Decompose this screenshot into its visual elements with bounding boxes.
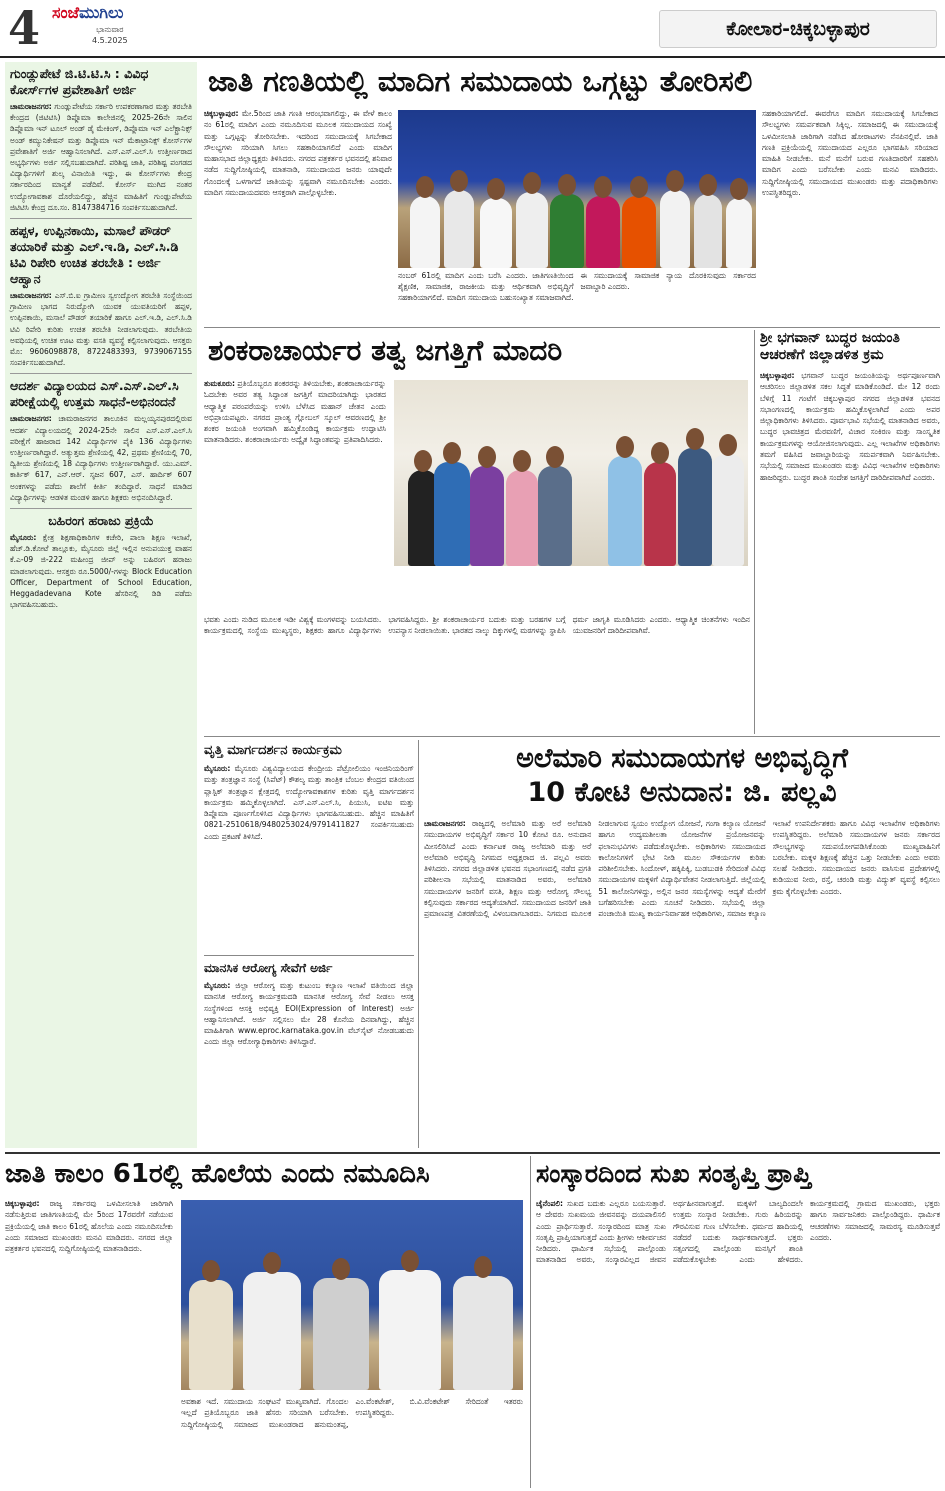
body-text: ರಾಜ್ಯ ಸರ್ಕಾರವು ಒಳಮೀಸಲಾತಿ ಜಾರಿಗಾಗಿ ನಡೆಸುತ್ತಿರುವ ಜಾತಿಗಣತಿಯಲ್ಲಿ ಮೇ 5ರಿಂದ 17ರವರೆಗೆ ನಡೆಯುವ ಪ್ರಕ್ರಿಯೆಯಲ್ಲಿ ಜಾತಿ ಕಾಲಂ 61ರಲ್ಲಿ ಹೊಲೆಯ ಎಂದು ನಮೂದಿಸಬೇಕು ಎಂದು ಸಮಾಜದ ಮುಖಂಡರು ಮನವಿ ಮಾಡಿದರು. ನಗರದ ಜಿಲ್ಲಾ ಪತ್ರಕರ್ತರ ಭವನದಲ್ಲಿ ಸುದ್ದಿಗೋಷ್ಠಿಯಲ್ಲಿ ಮಾತನಾಡಿದರು. [5,1199,173,1254]
sidebar-story-2-body [10,290,192,368]
logo-part-2: ಮುಗಿಲು [78,3,124,22]
sidebar-story-4-body [10,532,192,610]
person-figure [480,198,512,268]
person-figure [410,196,440,268]
body-text: ಮೇ.5ರಿಂದ ಜಾತಿ ಗಣತಿ ಆರಂಭವಾಗಲಿದ್ದು, ಈ ವೇಳೆ ಕಾಲಂ ನಂ 61ರಲ್ಲಿ ಮಾದಿಗ ಎಂದು ನಮೂದಿಸುವ ಮೂಲಕ ಸಮುದಾಯದ ಸಂಖ್ಯೆ ಮತ್ತು ಒಗ್ಗಟ್ಟನ್ನು ತೋರಿಸಬೇಕು. ಇದರಿಂದ ಸಮುದಾಯಕ್ಕೆ ಸಿಗಬೇಕಾದ ಸೌಲಭ್ಯಗಳು ಸರಿಯಾಗಿ ಸಿಗಲು ಸಹಕಾರಿಯಾಗಲಿದೆ ಎಂದು ಮಾದಿಗ ಮಹಾಸಭಾದ ಜಿಲ್ಲಾಧ್ಯಕ್ಷರು ತಿಳಿಸಿದರು. ನಗರದ ಪತ್ರಕರ್ತರ ಭವನದಲ್ಲಿ ಶನಿವಾರ ನಡೆದ ಸುದ್ದಿಗೋಷ್ಠಿಯಲ್ಲಿ ಮಾತನಾಡಿ, ಸಮುದಾಯದ ಜನರು ಯಾವುದೇ ಗೊಂದಲಕ್ಕೆ ಒಳಗಾಗದೆ ಜಾತಿಯನ್ನು ಸ್ಪಷ್ಟವಾಗಿ ನಮೂದಿಸಬೇಕು ಎಂದರು. ಮಾದಿಗ ಸಮುದಾಯದವರು ಆಸಕ್ತರಾಗಿ ಪಾಲ್ಗೊಳ್ಳಬೇಕು. [204,109,392,198]
person-figure [712,454,744,566]
divider [10,218,192,219]
holeya-body-right [181,1396,523,1486]
samskara-body [536,1198,940,1482]
body-text: ಮೈಸೂರು ವಿಶ್ವವಿದ್ಯಾಲಯದ ಕೇಂದ್ರೀಯ ಪೆಟ್ರೋಲಿಯಂ ಇಂಜಿನಿಯರಿಂಗ್ ಮತ್ತು ತಂತ್ರಜ್ಞಾನ ಸಂಸ್ಥೆ (ಸಿಪೆಟ್) ಕೌಶಲ್ಯ ಮತ್ತು ತಾಂತ್ರಿಕ ಬೆಂಬಲ ಕೇಂದ್ರದ ವತಿಯಿಂದ ಪ್ಲಾಸ್ಟಿಕ್ ತಂತ್ರಜ್ಞಾನ ಕ್ಷೇತ್ರದಲ್ಲಿ ಉದ್ಯೋಗಾವಕಾಶಗಳ ಕುರಿತು ವೃತ್ತಿ ಮಾರ್ಗದರ್ಶನ ಕಾರ್ಯಕ್ರಮ ಹಮ್ಮಿಕೊಳ್ಳಲಾಗಿದೆ. ಎಸ್.ಎಸ್.ಎಲ್.ಸಿ, ಪಿಯುಸಿ, ಐಟಿಐ ಮತ್ತು ಡಿಪ್ಲೊಮಾ ಪೂರ್ಣಗೊಳಿಸಿದ ವಿದ್ಯಾರ್ಥಿಗಳು ಭಾಗವಹಿಸಬಹುದು. ಹೆಚ್ಚಿನ ಮಾಹಿತಿಗೆ 0821-2510618/9480253024/9791411827 ಸಂಪರ್ಕಿಸಬಹುದು ಎಂದು ಪ್ರಕಟಣೆ ತಿಳಿಸಿದೆ. [204,764,414,841]
person-figure [506,470,538,566]
sidebar-story-1-body [10,101,192,213]
person-figure [644,462,676,566]
lead-photo [398,110,756,268]
lead-photo-caption: ನಂಬರ್ 61ರಲ್ಲಿ ಮಾದಿಗ ಎಂದು ಬರೆಸಿ ಎಂದರು. ಜಾತಿಗಣತಿಯಿಂದ ಶೈಕ್ಷಣಿಕ, ಸಾಮಾಜಿಕ, ರಾಜಕೀಯ ಮತ್ತು ಆರ್ಥಿಕವಾಗಿ ಅಭಿವೃದ್ಧಿಗೆ ಸಹಕಾರಿಯಾಗಲಿದೆ. ಮಾದಿಗ ಸಮುದಾಯ ಬಹುಸಂಖ್ಯಾತ ಸಮಾಜವಾಗಿದೆ. ಈ ಸಮುದಾಯಕ್ಕೆ ಸಾಮಾಜಿಕ ನ್ಯಾಯ ದೊರಕಿಸುವುದು ಸರ್ಕಾರದ ಜವಾಬ್ದಾರಿ ಎಂದರು. [398,271,756,302]
shankara-article [204,334,750,734]
sidebar-story-2-headline: ಹಪ್ಪಳ, ಉಪ್ಪಿನಕಾಯಿ, ಮಸಾಲೆ ಪೌಡರ್ ತಯಾರಿಕೆ ಮತ್ತು ಎಲ್.ಇ.ಡಿ, ಎಲ್.ಸಿ.ಡಿ ಟಿವಿ ರಿಪೇರಿ ಉಚಿತ ತರಬೇತಿ : ಅರ್ಜಿ ಆಹ್ವಾನ [10,223,179,287]
samskara-article [536,1158,940,1488]
person-figure [470,466,504,566]
person-figure [678,448,712,566]
mental-health-body [204,980,414,1146]
lead-body-left [204,108,392,324]
divider [204,327,940,328]
sidebar-story-1-headline: ಗುಂಡ್ಲುಪೇಟೆ ಜಿ.ಟಿ.ಟಿ.ಸಿ : ವಿವಿಧ ಕೋರ್ಸ್‌ಗಳ ಪ್ರವೇಶಾತಿಗೆ ಅರ್ಜಿ [10,66,149,97]
person-figure [243,1272,301,1390]
divider [418,740,419,1148]
divider [10,508,192,509]
person-figure [622,196,656,268]
shankara-body-right [204,614,750,732]
page-number: 4 [8,1,41,55]
body-text: ಕ್ಷೇತ್ರ ಶಿಕ್ಷಣಾಧಿಕಾರಿಗಳ ಕಚೇರಿ, ಪಾಲಾ ಶಿಕ್ಷಣ ಇಲಾಖೆ, ಹೆಚ್.ಡಿ.ಕೋಟೆ ತಾಲ್ಲೂಕು, ಮೈಸೂರು ಜಿಲ್ಲೆ ಇಲ್ಲಿನ ಅನುಪಯುಕ್ತ ವಾಹನ ಕೆ.ಎ-09 ಜಿ-222 ಮಹೀಂದ್ರ ಜೀಪ್ ಅನ್ನು ಬಹಿರಂಗ ಹರಾಜು ಮಾಡಲಾಗುವುದು. ಆಸಕ್ತರು ರೂ.5000/-ಗಳನ್ನು Block Education Officer, Department of School Education, Heggadadevana Kote ಹೆಸರಿನಲ್ಲಿ ಡಿಡಿ ಪಡೆದು ಭಾಗವಹಿಸಬಹುದು. [10,533,192,610]
lead-article [204,64,940,326]
dateline: ತುಮಕೂರು: [204,379,236,388]
person-figure [379,1270,441,1390]
divider [754,330,755,734]
body-text: ಪ್ರತಿಯೊಬ್ಬರೂ ಶಂಕರರನ್ನು ತಿಳಿಯಬೇಕು, ಶಂಕರಾಚಾರ್ಯರನ್ನು ಓದಬೇಕು ಅವರ ತತ್ವ ಸಿದ್ಧಾಂತ ಜಗತ್ತಿಗೆ ಮಾದರಿಯಾಗಿದ್ದು ಭಾರತದ ಆಧ್ಯಾತ್ಮಿಕ ಪರಂಪರೆಯನ್ನು ಉಳಿಸಿ ಬೆಳೆಸಿದ ಮಹಾನ್ ಚೇತನ ಎಂದು ಅಭಿಪ್ರಾಯಪಟ್ಟರು. ನಗರದ ಪ್ರಾಂತ್ಯ ಗ್ಲೋಬಲ್ ಸ್ಕೂಲ್ ಆವರಣದಲ್ಲಿ ಶ್ರೀ ಶಂಕರ ಜಯಂತಿ ಅಂಗವಾಗಿ ಹಮ್ಮಿಕೊಂಡಿದ್ದ ಕಾರ್ಯಕ್ರಮ ಉದ್ಘಾಟಿಸಿ ಮಾತನಾಡಿದರು. ಶಂಕರಾಚಾರ್ಯರು ಅದ್ವೈತ ಸಿದ್ಧಾಂತವನ್ನು ಪ್ರತಿಪಾದಿಸಿದರು. [204,379,386,445]
dateline: ಮೈಸೂರು: [204,764,231,773]
issue-date: 4.5.2025 [92,36,128,45]
divider [10,373,192,374]
person-figure [694,194,722,268]
divider [204,736,940,737]
person-figure [608,456,642,566]
dateline: ಚಿಕ್ಕಬಳ್ಳಾಪುರ: [5,1199,40,1208]
career-guidance-article [204,742,414,1146]
issue-date-block [92,24,128,46]
body-text: ಭವತು ಎಂದು ನುಡಿದ ಮೂಲಕ ಇಡೀ ವಿಶ್ವಕ್ಕೆ ಮಂಗಳವನ್ನು ಬಯಸಿದರು. ಕಾರ್ಯಕ್ರಮದಲ್ಲಿ ಸಂಸ್ಥೆಯ ಮುಖ್ಯಸ್ಥರು, ಶಿಕ್ಷಕರು ಹಾಗೂ ವಿದ್ಯಾರ್ಥಿಗಳು ಭಾಗವಹಿಸಿದ್ದರು. ಶ್ರೀ ಶಂಕರಾಚಾರ್ಯರ ಬದುಕು ಮತ್ತು ಬರಹಗಳ ಬಗ್ಗೆ ಉಪನ್ಯಾಸ ನೀಡಲಾಯಿತು. ಭಾರತದ ನಾಲ್ಕು ದಿಕ್ಕುಗಳಲ್ಲಿ ಮಠಗಳನ್ನು ಸ್ಥಾಪಿಸಿ ಧರ್ಮ ಜಾಗೃತಿ ಮೂಡಿಸಿದರು ಎಂದರು. ಆಧ್ಯಾತ್ಮಿಕ ಚಿಂತನೆಗಳು ಇಂದಿನ ಯುವಜನರಿಗೆ ದಾರಿದೀಪವಾಗಿವೆ. [204,615,750,636]
dateline: ಚಿಕ್ಕಬಳ್ಳಾಪುರ: [204,109,239,118]
lead-body-right [762,108,938,324]
dateline: ಚಾಮರಾಜನಗರ: [10,102,52,111]
nomadic-headline-line-1: ಅಲೆಮಾರಿ ಸಮುದಾಯಗಳ ಅಭಿವೃದ್ಧಿಗೆ [516,743,848,774]
body-text: ಭಗವಾನ್ ಬುದ್ಧರ ಜಯಂತಿಯನ್ನು ಅರ್ಥಪೂರ್ಣವಾಗಿ ಆಚರಿಸಲು ಜಿಲ್ಲಾಡಳಿತ ಸಕಲ ಸಿದ್ಧತೆ ಮಾಡಿಕೊಂಡಿದೆ. ಮೇ 12 ರಂದು ಬೆಳಿಗ್ಗೆ 11 ಗಂಟೆಗೆ ಚಿಕ್ಕಬಳ್ಳಾಪುರ ನಗರದ ಜಿಲ್ಲಾಡಳಿತ ಭವನದ ಸಭಾಂಗಣದಲ್ಲಿ ಕಾರ್ಯಕ್ರಮ ಹಮ್ಮಿಕೊಳ್ಳಲಾಗಿದೆ ಎಂದು ಅಪರ ಜಿಲ್ಲಾಧಿಕಾರಿಗಳು ತಿಳಿಸಿದರು. ಪೂರ್ವಭಾವಿ ಸಭೆಯಲ್ಲಿ ಮಾತನಾಡಿದ ಅವರು, ಬುದ್ಧರ ಭಾವಚಿತ್ರದ ಮೆರವಣಿಗೆ, ವಿಚಾರ ಸಂಕಿರಣ ಮತ್ತು ಸಾಂಸ್ಕೃತಿಕ ಕಾರ್ಯಕ್ರಮಗಳನ್ನು ಆಯೋಜಿಸಲಾಗುವುದು. ಎಲ್ಲ ಇಲಾಖೆಗಳ ಅಧಿಕಾರಿಗಳು ತಮಗೆ ವಹಿಸಿದ ಜವಾಬ್ದಾರಿಯನ್ನು ಸಮರ್ಪಕವಾಗಿ ನಿರ್ವಹಿಸಬೇಕು. ಸಭೆಯಲ್ಲಿ ಸಮಾಜದ ಮುಖಂಡರು ಮತ್ತು ವಿವಿಧ ಇಲಾಖೆಗಳ ಅಧಿಕಾರಿಗಳು ಹಾಜರಿದ್ದರು. ಬುದ್ಧರ ಶಾಂತಿ ಸಂದೇಶ ಜಗತ್ತಿಗೆ ದಾರಿದೀಪವಾಗಿದೆ ಎಂದರು. [760,371,940,482]
divider [5,1152,940,1154]
sidebar-story-3-body [10,413,192,503]
masthead [0,0,945,58]
dateline: ಚಾಮರಾಜನಗರ: [424,819,466,828]
person-figure [453,1276,513,1390]
person-figure [550,194,584,268]
body-text: ಚಾಮರಾಜನಗರ ತಾಲೂಕಿನ ಮಲ್ಲಯ್ಯನಪುರದಲ್ಲಿರುವ ಆದರ್ಶ ವಿದ್ಯಾಲಯದಲ್ಲಿ 2024-25ನೇ ಸಾಲಿನ ಎಸ್.ಎಸ್.ಎಲ್.ಸಿ ಪರೀಕ್ಷೆಗೆ ಹಾಜರಾದ 142 ವಿದ್ಯಾರ್ಥಿಗಳ ಪೈಕಿ 136 ವಿದ್ಯಾರ್ಥಿಗಳು ಉತ್ತೀರ್ಣರಾಗಿದ್ದಾರೆ. ಅತ್ಯುತ್ತಮ ಶ್ರೇಣಿಯಲ್ಲಿ 42, ಪ್ರಥಮ ಶ್ರೇಣಿಯಲ್ಲಿ 70, ದ್ವಿತೀಯ ಶ್ರೇಣಿಯಲ್ಲಿ 18 ವಿದ್ಯಾರ್ಥಿಗಳು ಉತ್ತೀರ್ಣರಾಗಿದ್ದಾರೆ. ಯು.ಎಮ್. ಕಾರ್ತಿಕ್ 617, ಎನ್.ಆರ್. ಸೃಜನ 607, ಎಸ್. ಹಾರ್ದಿಕ್ 607 ಅಂಕಗಳನ್ನು ಪಡೆದು ಶಾಲೆಗೆ ಕೀರ್ತಿ ತಂದಿದ್ದಾರೆ. ಸಾಧನೆ ಮಾಡಿದ ವಿದ್ಯಾರ್ಥಿಗಳನ್ನು ಆಡಳಿತ ಮಂಡಳಿ ಹಾಗೂ ಶಿಕ್ಷಕರು ಅಭಿನಂದಿಸಿದ್ದಾರೆ. [10,414,192,502]
person-figure [538,466,572,566]
buddha-body [760,370,940,730]
person-figure [660,190,690,268]
dateline: ಮೈಸೂರು: [10,533,37,543]
shankara-headline: ಶಂಕರಾಚಾರ್ಯರ ತತ್ವ ಜಗತ್ತಿಗೆ ಮಾದರಿ [208,334,563,367]
buddha-headline: ಶ್ರೀ ಭಗವಾನ್ ಬುದ್ಧರ ಜಯಂತಿ ಆಚರಣೆಗೆ ಜಿಲ್ಲಾಡಳಿತ ಕ್ರಮ [760,330,900,363]
body-text: ಜಿಲ್ಲಾ ಆರೋಗ್ಯ ಮತ್ತು ಕುಟುಂಬ ಕಲ್ಯಾಣ ಇಲಾಖೆ ವತಿಯಿಂದ ಜಿಲ್ಲಾ ಮಾನಸಿಕ ಆರೋಗ್ಯ ಕಾರ್ಯಕ್ರಮದಡಿ ಮಾನಸಿಕ ಆರೋಗ್ಯ ಸೇವೆ ನೀಡಲು ಆಸಕ್ತ ಸಂಸ್ಥೆಗಳಿಂದ ಆಸಕ್ತಿ ಅಭಿವ್ಯಕ್ತಿ EOI(Expression of Interest) ಅರ್ಜಿ ಆಹ್ವಾನಿಸಲಾಗಿದೆ. ಅರ್ಜಿ ಸಲ್ಲಿಸಲು ಮೇ 28 ಕೊನೆಯ ದಿನವಾಗಿದ್ದು, ಹೆಚ್ಚಿನ ಮಾಹಿತಿಗಾಗಿ www.eproc.karnataka.gov.in ವೆಬ್‌ಸೈಟ್ ನೋಡಬಹುದು ಎಂದು ಜಿಲ್ಲಾ ಆರೋಗ್ಯಾಧಿಕಾರಿಗಳು ತಿಳಿಸಿದ್ದಾರೆ. [204,981,414,1047]
left-sidebar [5,62,197,1148]
holeya-article [5,1158,525,1488]
person-figure [516,192,548,268]
dateline: ಮೈಸೂರು: [204,981,231,990]
body-text: ಎಸ್.ಬಿ.ಐ ಗ್ರಾಮೀಣ ಸ್ವಉದ್ಯೋಗ ತರಬೇತಿ ಸಂಸ್ಥೆಯಿಂದ ಗ್ರಾಮೀಣ ಭಾಗದ ನಿರುದ್ಯೋಗಿ ಯುವಕ ಯುವತಿಯರಿಗೆ ಹಪ್ಪಳ, ಉಪ್ಪಿನಕಾಯಿ, ಮಸಾಲೆ ಪೌಡರ್ ತಯಾರಿಕೆ ಹಾಗೂ ಎಲ್.ಇ.ಡಿ, ಎಲ್.ಸಿ.ಡಿ ಟಿವಿ ರಿಪೇರಿ ಕುರಿತು ಉಚಿತ ತರಬೇತಿ ನೀಡಲಾಗುವುದು. ತರಬೇತಿಯ ಅವಧಿಯಲ್ಲಿ ಉಚಿತ ಊಟ ಮತ್ತು ವಸತಿ ವ್ಯವಸ್ಥೆ ಕಲ್ಪಿಸಲಾಗುವುದು. ಆಸಕ್ತರು ಮೊ: 9606098878, 8722483393, 9739067155 ಸಂಪರ್ಕಿಸಬಹುದಾಗಿದೆ. [10,291,192,368]
body-text: ಸಹಕಾರಿಯಾಗಲಿದೆ. ಈವರೆಗೂ ಮಾದಿಗ ಸಮುದಾಯಕ್ಕೆ ಸಿಗಬೇಕಾದ ಸೌಲಭ್ಯಗಳು ಸಮರ್ಪಕವಾಗಿ ಸಿಕ್ಕಿಲ್ಲ. ಸಮಾಜದಲ್ಲಿ ಈ ಸಮುದಾಯಕ್ಕೆ ಒಳಮೀಸಲಾತಿ ಜಾರಿಗಾಗಿ ನಡೆಸಿದ ಹೋರಾಟಗಳು ನೆನಪಿನಲ್ಲಿವೆ. ಜಾತಿ ಗಣತಿ ಪ್ರಕ್ರಿಯೆಯಲ್ಲಿ ಸಮುದಾಯದ ಎಲ್ಲರೂ ಭಾಗವಹಿಸಿ ಸರಿಯಾದ ಮಾಹಿತಿ ನೀಡಬೇಕು. ಮನೆ ಮನೆಗೆ ಬರುವ ಗಣತಿದಾರರಿಗೆ ಸಹಕರಿಸಿ ಮಾದಿಗ ಎಂದು ಬರೆಸಬೇಕು ಎಂದು ಮನವಿ ಮಾಡಿದರು. ಸುದ್ದಿಗೋಷ್ಠಿಯಲ್ಲಿ ಸಮುದಾಯದ ಮುಖಂಡರು ಮತ್ತು ಪದಾಧಿಕಾರಿಗಳು ಉಪಸ್ಥಿತರಿದ್ದರು. [762,109,938,198]
shankara-photo [394,380,748,566]
person-figure [586,196,620,268]
lead-headline: ಜಾತಿ ಗಣತಿಯಲ್ಲಿ ಮಾದಿಗ ಸಮುದಾಯ ಒಗ್ಗಟ್ಟು ತೋರಿಸಲಿ [208,64,753,98]
person-figure [313,1278,369,1390]
holeya-body-left [5,1198,173,1486]
body-text: ರಾಜ್ಯದಲ್ಲಿ ಅಲೆಮಾರಿ ಮತ್ತು ಅರೆ ಅಲೆಮಾರಿ ಸಮುದಾಯಗಳ ಅಭಿವೃದ್ಧಿಗೆ ಸರ್ಕಾರ 10 ಕೋಟಿ ರೂ. ಅನುದಾನ ಮೀಸಲಿರಿಸಿದೆ ಎಂದು ಕರ್ನಾಟಕ ರಾಜ್ಯ ಅಲೆಮಾರಿ ಮತ್ತು ಅರೆ ಅಲೆಮಾರಿ ಅಭಿವೃದ್ಧಿ ನಿಗಮದ ಅಧ್ಯಕ್ಷರಾದ ಜಿ. ಪಲ್ಲವಿ ಅವರು ತಿಳಿಸಿದರು. ನಗರದ ಜಿಲ್ಲಾಡಳಿತ ಭವನದ ಸಭಾಂಗಣದಲ್ಲಿ ನಡೆದ ಪ್ರಗತಿ ಪರಿಶೀಲನಾ ಸಭೆಯಲ್ಲಿ ಮಾತನಾಡಿದ ಅವರು, ಅಲೆಮಾರಿ ಸಮುದಾಯಗಳ ಜನರಿಗೆ ವಸತಿ, ಶಿಕ್ಷಣ ಮತ್ತು ಆರೋಗ್ಯ ಸೌಲಭ್ಯ ಕಲ್ಪಿಸುವುದು ಸರ್ಕಾರದ ಆದ್ಯತೆಯಾಗಿದೆ. ಸಮುದಾಯದ ಜನರಿಗೆ ಜಾತಿ ಪ್ರಮಾಣಪತ್ರ ವಿತರಣೆಯಲ್ಲಿ ವಿಳಂಬವಾಗಬಾರದು. ನಿಗಮದ ಮೂಲಕ ನೀಡಲಾಗುವ ಸ್ವಯಂ ಉದ್ಯೋಗ ಯೋಜನೆ, ಗಂಗಾ ಕಲ್ಯಾಣ ಯೋಜನೆ ಹಾಗೂ ಉದ್ಯಮಶೀಲತಾ ಯೋಜನೆಗಳ ಪ್ರಯೋಜನವನ್ನು ಫಲಾನುಭವಿಗಳು ಪಡೆದುಕೊಳ್ಳಬೇಕು. ಅಧಿಕಾರಿಗಳು ಸಮುದಾಯದ ಕಾಲೋನಿಗಳಿಗೆ ಭೇಟಿ ನೀಡಿ ಮೂಲ ಸೌಕರ್ಯಗಳ ಕುರಿತು ಪರಿಶೀಲಿಸಬೇಕು. ಸಿಂದೋಳ್, ಹಕ್ಕಿಪಿಕ್ಕಿ, ಬುಡಬುಡಕಿ ಸೇರಿದಂತೆ ವಿವಿಧ ಸಮುದಾಯಗಳ ಮಕ್ಕಳಿಗೆ ವಿದ್ಯಾರ್ಥಿವೇತನ ನೀಡಲಾಗುತ್ತಿದೆ. ಜಿಲ್ಲೆಯಲ್ಲಿ 51 ಕಾಲೋನಿಗಳಿದ್ದು, ಅಲ್ಲಿನ ಜನರ ಸಮಸ್ಯೆಗಳನ್ನು ಆದ್ಯತೆ ಮೇರೆಗೆ ಬಗೆಹರಿಸಬೇಕು ಎಂದು ಸೂಚನೆ ನೀಡಿದರು. ಸಭೆಯಲ್ಲಿ ಜಿಲ್ಲಾ ಪಂಚಾಯಿತಿ ಮುಖ್ಯ ಕಾರ್ಯನಿರ್ವಾಹಕ ಅಧಿಕಾರಿಗಳು, ಸಮಾಜ ಕಲ್ಯಾಣ ಇಲಾಖೆ ಉಪನಿರ್ದೇಶಕರು ಹಾಗೂ ವಿವಿಧ ಇಲಾಖೆಗಳ ಅಧಿಕಾರಿಗಳು ಉಪಸ್ಥಿತರಿದ್ದರು. ಅಲೆಮಾರಿ ಸಮುದಾಯಗಳ ಜನರು ಸರ್ಕಾರದ ಸೌಲಭ್ಯಗಳನ್ನು ಸದುಪಯೋಗಪಡಿಸಿಕೊಂಡು ಮುಖ್ಯವಾಹಿನಿಗೆ ಬರಬೇಕು. ಮಕ್ಕಳ ಶಿಕ್ಷಣಕ್ಕೆ ಹೆಚ್ಚಿನ ಒತ್ತು ನೀಡಬೇಕು ಎಂದು ಅವರು ಸಲಹೆ ನೀಡಿದರು. ಸಮುದಾಯದ ಜನರು ವಾಸಿಸುವ ಪ್ರದೇಶಗಳಲ್ಲಿ ಕುಡಿಯುವ ನೀರು, ರಸ್ತೆ, ಚರಂಡಿ ಮತ್ತು ವಿದ್ಯುತ್ ವ್ಯವಸ್ಥೆ ಕಲ್ಪಿಸಲು ಕ್ರಮ ಕೈಗೊಳ್ಳಬೇಕು ಎಂದರು. [424,819,940,919]
issue-day: ಭಾನುವಾರ [96,25,124,34]
body-text: ಗುಂಡ್ಲುಪೇಟೆಯ ಸರ್ಕಾರಿ ಉಪಕರಣಾಗಾರ ಮತ್ತು ತರಬೇತಿ ಕೇಂದ್ರದ (ಜಿಟಿಟಿಸಿ) ಡಿಪ್ಲೊಮಾ ಕಾಲೇಜಿನಲ್ಲಿ 2025-26ನೇ ಸಾಲಿನ ಡಿಪ್ಲೊಮಾ ಇನ್ ಟೂಲ್ ಅಂಡ್ ಡೈ ಮೇಕಿಂಗ್, ಡಿಪ್ಲೊಮಾ ಇನ್ ಎಲೆಕ್ಟ್ರಾನಿಕ್ಸ್ ಅಂಡ್ ಕಮ್ಯುನಿಕೇಷನ್ ಮತ್ತು ಡಿಪ್ಲೊಮಾ ಇನ್ ಮೆಕಾಟ್ರಾನಿಕ್ಸ್ ಕೋರ್ಸ್‌ಗಳ ಪ್ರವೇಶಾತಿಗೆ ಅರ್ಜಿ ಆಹ್ವಾನಿಸಲಾಗಿದೆ. ಎಸ್.ಎಸ್.ಎಲ್.ಸಿ ಉತ್ತೀರ್ಣರಾದ ಅಭ್ಯರ್ಥಿಗಳು ಅರ್ಜಿ ಸಲ್ಲಿಸಬಹುದಾಗಿದೆ. ಪರಿಶಿಷ್ಟ ಜಾತಿ, ಪರಿಶಿಷ್ಟ ಪಂಗಡದ ವಿದ್ಯಾರ್ಥಿಗಳಿಗೆ ಶುಲ್ಕ ವಿನಾಯಿತಿ ಇದ್ದು, ಈ ಕೋರ್ಸ್‌ಗಳು ಕೇಂದ್ರ ಸರ್ಕಾರದಿಂದ ಮಾನ್ಯತೆ ಪಡೆದಿವೆ. ಕೋರ್ಸ್ ಮುಗಿದ ನಂತರ ಉದ್ಯೋಗಾವಕಾಶ ದೊರೆಯಲಿದ್ದು, ಹೆಚ್ಚಿನ ಮಾಹಿತಿಗೆ ಗುಂಡ್ಲುಪೇಟೆಯ ಜಿಟಿಟಿಸಿ ಕೇಂದ್ರ ದೂ.ಸಂ. 8147384716 ಸಂಪರ್ಕಿಸಬಹುದಾಗಿದೆ. [10,102,192,212]
career-guidance-body [204,763,414,949]
nomadic-body [424,818,940,1138]
person-figure [189,1280,233,1390]
holeya-headline: ಜಾತಿ ಕಾಲಂ 61ರಲ್ಲಿ ಹೊಲೆಯ ಎಂದು ನಮೂದಿಸಿ [5,1159,430,1189]
shankara-body-left [204,378,386,608]
mental-health-headline: ಮಾನಸಿಕ ಆರೋಗ್ಯ ಸೇವೆಗೆ ಅರ್ಜಿ [204,955,414,977]
dateline: ಚಾಮರಾಜನಗರ: [10,291,52,301]
nomadic-headline-line-2: 10 ಕೋಟಿ ಅನುದಾನ: ಜಿ. ಪಲ್ಲವಿ [527,777,837,808]
body-text: ಸುಖದ ಬದುಕು ಎಲ್ಲರೂ ಬಯಸುತ್ತಾರೆ. ಆ ದೇವರು ಸುಖಮಯ ಜೀವನವನ್ನು ದಯಪಾಲಿಸಲಿ ಎಂದು ಪ್ರಾರ್ಥಿಸುತ್ತಾರೆ. ಸಂಸ್ಕಾರದಿಂದ ಮಾತ್ರ ಸುಖ ಸಂತೃಪ್ತಿ ಪ್ರಾಪ್ತಿಯಾಗುತ್ತದೆ ಎಂದು ಶ್ರೀಗಳು ಆಶೀರ್ವಚನ ನೀಡಿದರು. ಧಾರ್ಮಿಕ ಸಭೆಯಲ್ಲಿ ಪಾಲ್ಗೊಂಡು ಮಾತನಾಡಿದ ಅವರು, ಸಂಸ್ಕಾರವಿಲ್ಲದ ಜೀವನ ಅರ್ಥಹೀನವಾಗುತ್ತದೆ. ಮಕ್ಕಳಿಗೆ ಬಾಲ್ಯದಿಂದಲೇ ಉತ್ತಮ ಸಂಸ್ಕಾರ ನೀಡಬೇಕು. ಗುರು ಹಿರಿಯರನ್ನು ಗೌರವಿಸುವ ಗುಣ ಬೆಳೆಸಬೇಕು. ಧರ್ಮದ ಹಾದಿಯಲ್ಲಿ ನಡೆದರೆ ಬದುಕು ಸಾರ್ಥಕವಾಗುತ್ತದೆ. ಭಕ್ತರು ಸತ್ಸಂಗದಲ್ಲಿ ಪಾಲ್ಗೊಂಡು ಮನಸ್ಸಿಗೆ ಶಾಂತಿ ಪಡೆದುಕೊಳ್ಳಬೇಕು ಎಂದು ಹೇಳಿದರು. ಕಾರ್ಯಕ್ರಮದಲ್ಲಿ ಗ್ರಾಮದ ಮುಖಂಡರು, ಭಕ್ತರು ಹಾಗೂ ಸಾರ್ವಜನಿಕರು ಪಾಲ್ಗೊಂಡಿದ್ದರು. ಧಾರ್ಮಿಕ ಆಚರಣೆಗಳು ಸಮಾಜದಲ್ಲಿ ಸಾಮರಸ್ಯ ಮೂಡಿಸುತ್ತವೆ ಎಂದರು. [536,1199,940,1265]
dateline: ಚಿಕ್ಕಬಳ್ಳಾಪುರ: [760,371,795,380]
nomadic-communities-article [424,742,940,1146]
person-figure [726,198,752,268]
body-text: ಅವಕಾಶ ಇದೆ. ಸಮುದಾಯ ಸಂಘಟನೆ ಮುಖ್ಯವಾಗಿದೆ. ಗೊಂದಲ ಇಲ್ಲದೆ ಪ್ರತಿಯೊಬ್ಬರೂ ಜಾತಿ ಹೆಸರು ಸರಿಯಾಗಿ ಬರೆಸಬೇಕು. ಸುದ್ದಿಗೋಷ್ಠಿಯಲ್ಲಿ ಸಮಾಜದ ಮುಖಂಡರಾದ ಹನುಮಂತಪ್ಪ, ಎಂ.ವೆಂಕಟೇಶ್, ಬಿ.ವಿ.ವೆಂಕಟೇಶ್ ಸೇರಿದಂತೆ ಇತರರು ಉಪಸ್ಥಿತರಿದ್ದರು. [181,1397,523,1429]
dateline: ಚಾಮರಾಜನಗರ: [10,414,52,424]
section-title: ಕೋಲಾರ-ಚಿಕ್ಕಬಳ್ಳಾಪುರ [659,10,937,48]
holeya-photo [181,1200,523,1390]
career-guidance-headline: ವೃತ್ತಿ ಮಾರ್ಗದರ್ಶನ ಕಾರ್ಯಕ್ರಮ [204,743,342,758]
person-figure [444,190,474,268]
sidebar-story-3-headline: ಆದರ್ಶ ವಿದ್ಯಾಲಯದ ಎಸ್.ಎಸ್.ಎಲ್.ಸಿ ಪರೀಕ್ಷೆಯಲ್ಲಿ ಉತ್ತಮ ಸಾಧನೆ-ಅಭಿನಂದನೆ [10,378,179,410]
divider [530,1156,531,1488]
logo-part-1: ಸಂಜೆ [52,3,79,22]
buddha-article [760,330,940,734]
person-figure [434,462,470,566]
newspaper-logo [52,3,124,23]
sidebar-story-4-headline: ಬಹಿರಂಗ ಹರಾಜು ಪ್ರಕ್ರಿಯೆ [48,513,154,529]
dateline: ಚೈನೆಂಪಲಿ: [536,1199,564,1208]
samskara-headline: ಸಂಸ್ಕಾರದಿಂದ ಸುಖ ಸಂತೃಪ್ತಿ ಪ್ರಾಪ್ತಿ [536,1159,812,1188]
